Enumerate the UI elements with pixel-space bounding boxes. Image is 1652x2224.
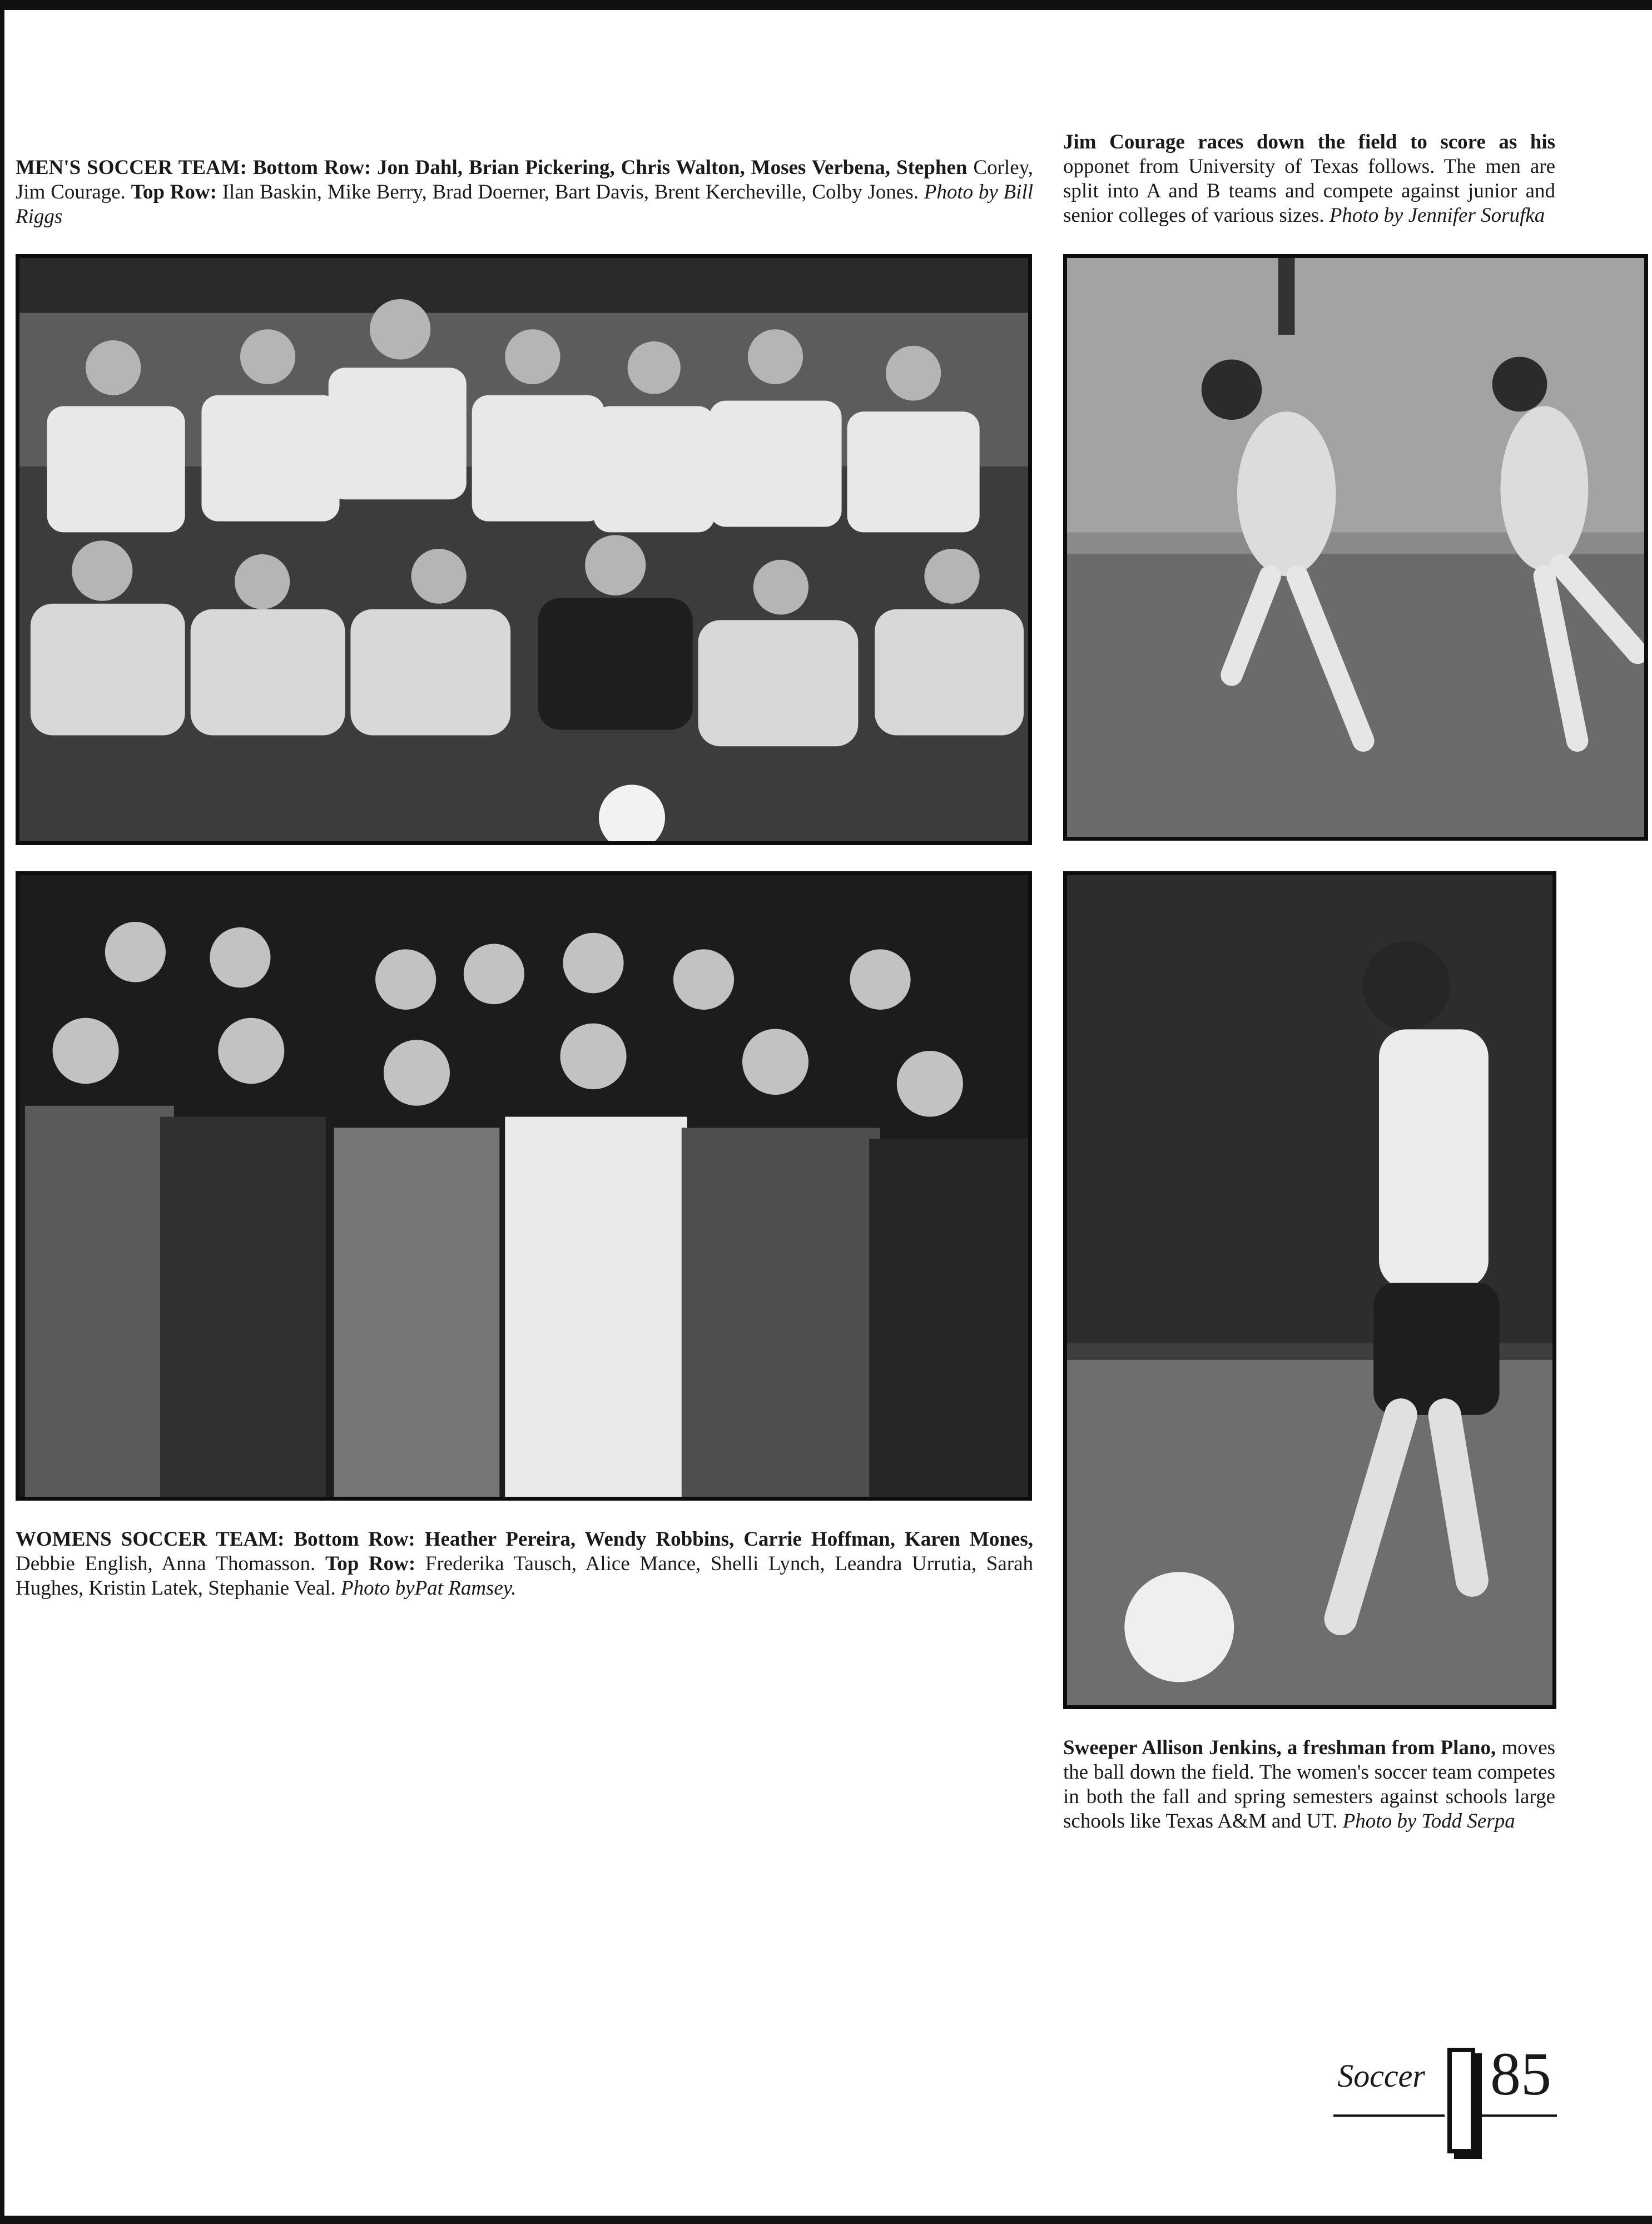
allison-jenkins-caption	[1063, 1736, 1555, 1834]
page-border-top	[0, 0, 1652, 10]
womens-caption-credit: Photo byPat Ramsey.	[341, 1577, 517, 1600]
footer-section-title: Soccer	[1337, 2058, 1425, 2094]
womens-caption-body2: Frederika Tausch, Alice Mance, Shelli Lynch, Leandra Urrutia, Sarah Hughes, Kristin Latek, Stephanie Veal.	[16, 1552, 1033, 1600]
page-border-left	[0, 0, 4, 2224]
jim-caption-lead: Jim Courage races down the field to score as his	[1063, 131, 1555, 153]
mens-caption-top-row-label: Top Row:	[131, 181, 217, 203]
mens-caption-credit: Photo by Bill Riggs	[16, 181, 1033, 228]
mens-caption-body2: Ilan Baskin, Mike Berry, Brad Doerner, Bart Davis, Brent Kercheville, Colby Jones.	[216, 181, 924, 203]
mens-caption-body1: Corley, Jim Courage.	[16, 156, 1033, 203]
page-number: 85	[1490, 2040, 1551, 2108]
womens-team-caption	[16, 1527, 1033, 1601]
womens-caption-top-row-label: Top Row:	[325, 1552, 416, 1575]
allison-caption-lead: Sweeper Allison Jenkins, a freshman from Plano,	[1063, 1736, 1496, 1759]
allison-caption-credit: Photo by Todd Serpa	[1342, 1810, 1515, 1833]
jim-caption-credit: Photo by Jennifer Sorufka	[1329, 204, 1545, 227]
page-border-bottom	[0, 2216, 1652, 2224]
footer-rule-right	[1480, 2114, 1557, 2117]
mens-team-photo	[16, 254, 1032, 845]
jim-courage-action-photo	[1063, 254, 1648, 841]
womens-team-photo	[16, 871, 1032, 1501]
womens-caption-body1: Debbie English, Anna Thomasson.	[16, 1552, 325, 1575]
womens-caption-lead: WOMENS SOCCER TEAM: Bottom Row: Heather Pereira, Wendy Robbins, Carrie Hoffman, Karen Mones,	[16, 1528, 1033, 1551]
mens-caption-lead: MEN'S SOCCER TEAM: Bottom Row: Jon Dahl, Brian Pickering, Chris Walton, Moses Verbena, Stephen	[16, 156, 968, 179]
mens-team-caption	[16, 156, 1033, 229]
footer-bar	[1447, 2048, 1475, 2153]
footer-rule-left	[1333, 2114, 1445, 2117]
jim-caption-body: opponet from University of Texas follows. The men are split into A and B teams and compete against junior and senior colleges of various sizes.	[1063, 155, 1555, 227]
allison-caption-body: moves the ball down the field. The women's soccer team competes in both the fall and spring semesters against schools large schools like Texas A&M and UT.	[1063, 1736, 1556, 1833]
jim-courage-caption	[1063, 130, 1555, 228]
allison-jenkins-action-photo	[1063, 871, 1556, 1709]
